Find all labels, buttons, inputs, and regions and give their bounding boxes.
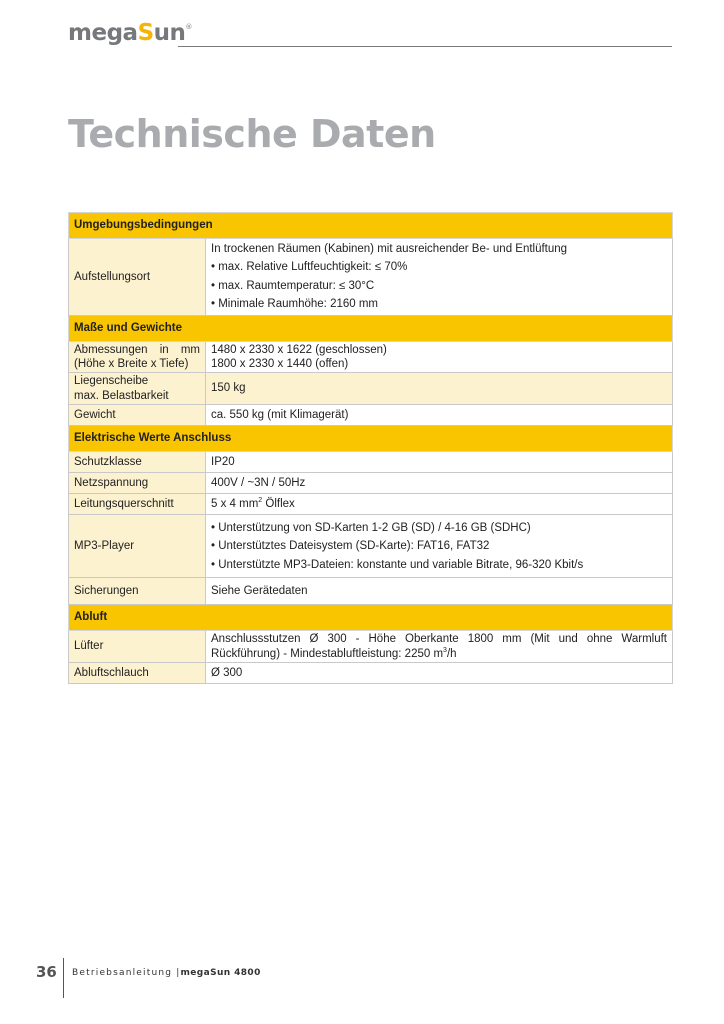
table-row — [69, 578, 673, 605]
row-label: Schutzklasse — [69, 452, 206, 473]
table-row — [69, 473, 673, 494]
section-abluft: Abluft — [69, 605, 673, 631]
row-value — [206, 341, 673, 373]
value-bullet: • Unterstütztes Dateisystem (SD-Karte): FAT16, FAT32 — [211, 540, 490, 553]
footer-product: megaSun 4800 — [180, 968, 261, 978]
header-rule — [178, 46, 672, 47]
label-line: Liegenscheibe — [74, 375, 149, 388]
section-row — [69, 315, 673, 341]
row-label: Gewicht — [69, 405, 206, 426]
value-bullet: • max. Relative Luftfeuchtigkeit: ≤ 70% — [211, 261, 408, 274]
logo-registered-mark: ® — [185, 23, 192, 31]
row-label: Lüfter — [69, 631, 206, 663]
table-row — [69, 494, 673, 515]
row-value — [206, 494, 673, 515]
row-value: IP20 — [206, 452, 673, 473]
value-bullet: • Unterstützte MP3-Dateien: konstante und variable Bitrate, 96-320 Kbit/s — [211, 558, 584, 571]
logo-text-left: mega — [68, 20, 138, 46]
footer-text — [72, 968, 261, 978]
value-bullet: • Unterstützung von SD-Karten 1-2 GB (SD) / 4-16 GB (SDHC) — [211, 522, 531, 534]
table-row — [69, 239, 673, 316]
value-superscript: 3 — [443, 646, 447, 654]
footer-rule — [63, 958, 64, 998]
value-bullet: • Minimale Raumhöhe: 2160 mm — [211, 298, 379, 311]
footer-doc-title: Betriebsanleitung — [72, 968, 173, 978]
footer-separator: | — [176, 968, 181, 978]
section-umgebung: Umgebungsbedingungen — [69, 213, 673, 239]
row-label: Netzspannung — [69, 473, 206, 494]
row-label — [69, 373, 206, 405]
value-text: /h — [446, 647, 457, 660]
section-masse: Maße und Gewichte — [69, 315, 673, 341]
row-label: Aufstellungsort — [69, 239, 206, 316]
label-line: max. Belastbarkeit — [74, 389, 169, 402]
row-value: Ø 300 — [206, 662, 673, 683]
label-line: (Höhe x Breite x Tiefe) — [74, 357, 189, 370]
row-value: 150 kg — [206, 373, 673, 405]
spec-table — [68, 212, 673, 684]
table-row — [69, 452, 673, 473]
table-row — [69, 373, 673, 405]
row-value: Siehe Gerätedaten — [206, 578, 673, 605]
row-value — [206, 631, 673, 663]
logo-text-right: un — [153, 20, 186, 46]
label-line: Abmessungen in mm — [74, 343, 200, 356]
row-label — [69, 341, 206, 373]
megasun-logo — [68, 22, 192, 45]
table-row — [69, 631, 673, 663]
value-text: Anschlussstutzen Ø 300 - Höhe Oberkante 1800 mm (Mit und ohne Warmluft Rückführung) - Mindestabluftleistung: 2250 m — [211, 633, 668, 660]
page-title: Technische Daten — [68, 112, 436, 156]
page-number: 36 — [36, 963, 57, 981]
row-label: Abluftschlauch — [69, 662, 206, 683]
value-bullet: • max. Raumtemperatur: ≤ 30°C — [211, 279, 375, 292]
value-line: 1480 x 2330 x 1622 (geschlossen) — [211, 343, 387, 356]
value-line: In trockenen Räumen (Kabinen) mit ausreichender Be- und Entlüftung — [211, 243, 568, 255]
value-text: Ölflex — [262, 497, 295, 510]
section-elektrisch: Elektrische Werte Anschluss — [69, 426, 673, 452]
section-row — [69, 605, 673, 631]
section-row — [69, 426, 673, 452]
table-row — [69, 341, 673, 373]
row-value — [206, 239, 673, 316]
section-row — [69, 213, 673, 239]
table-row — [69, 515, 673, 578]
row-value: 400V / ~3N / 50Hz — [206, 473, 673, 494]
row-label: Leitungsquerschnitt — [69, 494, 206, 515]
table-row — [69, 405, 673, 426]
row-value — [206, 515, 673, 578]
row-label: Sicherungen — [69, 578, 206, 605]
row-label: MP3-Player — [69, 515, 206, 578]
value-text: 5 x 4 mm — [211, 497, 259, 510]
value-line: 1800 x 2330 x 1440 (offen) — [211, 357, 349, 370]
row-value: ca. 550 kg (mit Klimagerät) — [206, 405, 673, 426]
value-superscript: 2 — [258, 496, 263, 504]
logo-text-accent: S — [137, 20, 154, 46]
table-row — [69, 662, 673, 683]
